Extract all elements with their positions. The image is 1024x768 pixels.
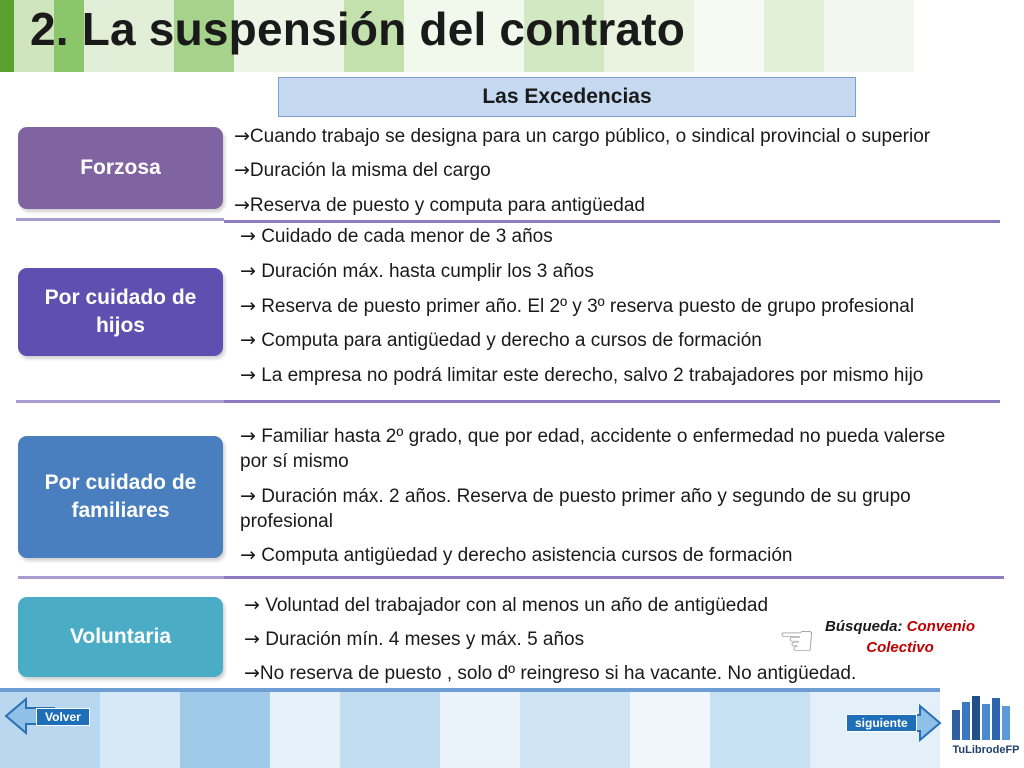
- category-box-familiares: [18, 436, 223, 558]
- list-item: → Computa antigüedad y derecho asistencia cursos de formación: [240, 544, 793, 566]
- separator: [224, 576, 1004, 579]
- category-box-forzosa: [18, 127, 223, 209]
- list-item: → La empresa no podrá limitar este derecho, salvo 2 trabajadores por mismo hijo: [240, 364, 924, 386]
- search-note[interactable]: [810, 616, 990, 658]
- list-item: → Duración mín. 4 meses y máx. 5 años: [244, 628, 585, 650]
- back-button[interactable]: Volver: [36, 708, 90, 726]
- arrow-icon: →: [240, 425, 256, 447]
- list-item: →Duración la misma del cargo: [234, 159, 491, 181]
- list-item: → Cuidado de cada menor de 3 años: [240, 225, 553, 247]
- books-logo-icon: [950, 692, 1020, 750]
- list-item: → Computa para antigüedad y derecho a cursos de formación: [240, 329, 762, 351]
- arrow-icon: →: [234, 194, 250, 216]
- arrow-icon: →: [240, 364, 256, 386]
- category-box-hijos: [18, 268, 223, 356]
- arrow-icon: →: [240, 260, 256, 282]
- list-item: → Duración máx. 2 años. Reserva de puesto primer año y segundo de su grupo profesional: [240, 485, 911, 532]
- arrow-icon: →: [244, 628, 260, 650]
- arrow-icon: →: [244, 662, 260, 684]
- category-label: Forzosa: [80, 156, 161, 179]
- separator: [224, 220, 1000, 223]
- category-label: Por cuidado de familiares: [44, 471, 197, 522]
- list-item: →Reserva de puesto y computa para antigüedad: [234, 194, 645, 216]
- list-item: →Cuando trabajo se designa para un cargo público, o sindical provincial o superior: [234, 125, 931, 147]
- category-label: Por cuidado de hijos: [44, 286, 197, 337]
- arrow-icon: →: [240, 485, 256, 507]
- list-item: → Reserva de puesto primer año. El 2º y 3º reserva puesto de grupo profesional: [240, 295, 915, 317]
- category-label: Voluntaria: [69, 625, 172, 648]
- list-item: → Voluntad del trabajador con al menos un año de antigüedad: [244, 594, 769, 616]
- arrow-icon: →: [240, 544, 256, 566]
- arrow-icon: →: [234, 159, 250, 181]
- arrow-icon: →: [240, 295, 256, 317]
- hand-pointer-icon[interactable]: ☜: [778, 616, 816, 665]
- separator: [16, 218, 224, 221]
- arrow-icon: →: [240, 329, 256, 351]
- search-label: Búsqueda:: [824, 618, 903, 635]
- arrow-icon: →: [234, 125, 250, 147]
- list-item: → Duración máx. hasta cumplir los 3 años: [240, 260, 594, 282]
- separator: [16, 400, 224, 403]
- separator: [18, 576, 226, 579]
- logo-text: TuLibrodeFP: [952, 744, 1020, 756]
- next-button[interactable]: siguiente: [846, 714, 917, 732]
- list-item: → Familiar hasta 2º grado, que por edad, accidente o enfermedad no pueda valerse por sí mismo: [240, 425, 946, 472]
- category-box-voluntaria: [18, 597, 223, 677]
- search-value: Convenio Colectivo: [866, 618, 976, 656]
- list-item: →No reserva de puesto , solo dº reingreso si ha vacante. No antigüedad.: [244, 662, 857, 684]
- arrow-icon: →: [240, 225, 256, 247]
- section-heading: Las Excedencias: [278, 77, 856, 117]
- separator: [224, 400, 1000, 403]
- page-title: 2. La suspensión del contrato: [30, 3, 686, 55]
- arrow-icon: →: [244, 594, 260, 616]
